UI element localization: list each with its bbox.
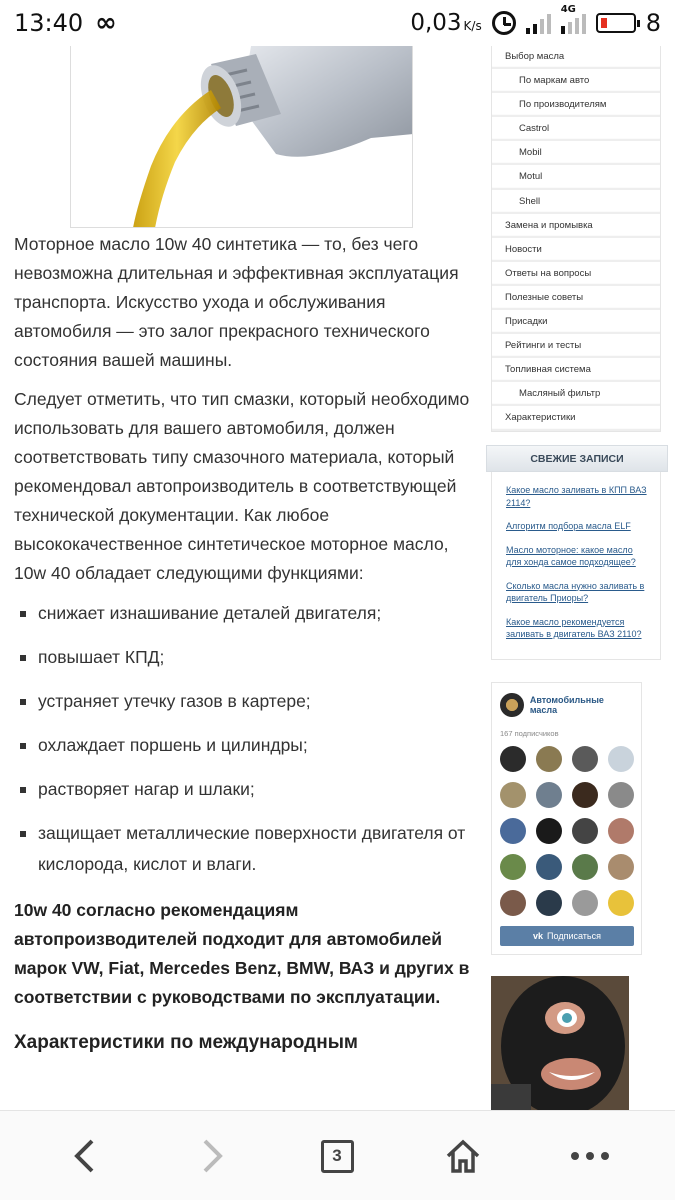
- list-item: защищает металлические поверхности двигателя от кислорода, кислот и влаги.: [14, 818, 476, 880]
- subscriber-avatar[interactable]: [536, 854, 562, 880]
- list-item: растворяет нагар и шлаки;: [14, 774, 476, 805]
- browser-nav-bar: [0, 1110, 675, 1200]
- menu-item-characteristics[interactable]: Характеристики: [492, 406, 660, 430]
- tab-count: 3: [321, 1140, 354, 1173]
- recent-post-link[interactable]: Алгоритм подбора масла ELF: [506, 521, 631, 531]
- signal-icon: [526, 12, 551, 34]
- recent-post-link[interactable]: Какое масло заливать в КПП ВАЗ 2114?: [506, 485, 647, 508]
- menu-item-by-car-brand[interactable]: По маркам авто: [492, 69, 660, 93]
- clock: 13:40: [14, 9, 84, 37]
- menu-item-ratings[interactable]: Рейтинги и тесты: [492, 334, 660, 358]
- tabs-button[interactable]: [312, 1131, 362, 1181]
- paragraph-compatibility: 10w 40 согласно рекомендациям автопроизводителей подходит для автомобилей марок VW, Fiat, Mercedes Benz, BMW, ВАЗ и других в соответствии с руководствами по эксплуатации.: [14, 900, 470, 1007]
- network-type: 4G: [560, 4, 576, 15]
- subscriber-avatar[interactable]: [572, 818, 598, 844]
- paragraph-intro: Моторное масло 10w 40 синтетика — то, без чего невозможна длительная и эффективная эксплуатация транспорта. Искусство ухода и обслуживания автомобиля — это залог прекрасного технического состояния вашей машины.: [14, 234, 459, 370]
- category-menu: [491, 46, 661, 432]
- home-icon: [444, 1138, 482, 1174]
- menu-item-by-manufacturer[interactable]: По производителям: [492, 93, 660, 117]
- network-speed: [410, 10, 481, 36]
- subscriber-avatar[interactable]: [500, 818, 526, 844]
- subscriber-avatar[interactable]: [572, 782, 598, 808]
- battery-level: 8: [645, 9, 661, 37]
- menu-item-oil-choice[interactable]: Выбор масла: [492, 46, 660, 69]
- subscriber-count: 167 подписчиков: [500, 729, 559, 738]
- menu-item-shell[interactable]: Shell: [492, 190, 660, 214]
- subscriber-avatar[interactable]: [608, 890, 634, 916]
- functions-list: [14, 598, 476, 880]
- paragraph-requirements: Следует отметить, что тип смазки, который необходимо использовать для вашего автомобиля, должен соответствовать типу смазочного материала, который рекомендовал автопроизводитель в соответствующей технической документации. Как любое высококачественное синтетическое моторное масло, 10w 40 обладает следующими функциями:: [14, 389, 470, 583]
- list-item: устраняет утечку газов в картере;: [14, 686, 476, 717]
- subscriber-avatar[interactable]: [608, 818, 634, 844]
- recent-posts: [491, 472, 661, 660]
- signal-4g-icon: [560, 4, 586, 34]
- vk-group-widget: [491, 682, 642, 955]
- menu-item-mobil[interactable]: Mobil: [492, 141, 660, 165]
- forward-button[interactable]: [187, 1131, 237, 1181]
- menu-item-oil-filter[interactable]: Масляный фильтр: [492, 382, 660, 406]
- subscriber-avatar[interactable]: [608, 782, 634, 808]
- network-speed-value: 0,03: [410, 10, 462, 36]
- recent-posts-title: СВЕЖИЕ ЗАПИСИ: [486, 445, 668, 472]
- more-menu-button[interactable]: [565, 1131, 615, 1181]
- menu-item-castrol[interactable]: Castrol: [492, 117, 660, 141]
- menu-item-fuel-system[interactable]: Топливная система: [492, 358, 660, 382]
- article-content: [0, 46, 480, 1110]
- group-avatar[interactable]: [500, 693, 524, 717]
- list-item: снижает изнашивание деталей двигателя;: [14, 598, 476, 629]
- subscriber-avatar[interactable]: [536, 782, 562, 808]
- menu-item-news[interactable]: Новости: [492, 238, 660, 262]
- sidebar: [486, 46, 675, 1110]
- subscriber-avatars: [500, 746, 633, 916]
- subscriber-avatar[interactable]: [536, 890, 562, 916]
- menu-item-faq[interactable]: Ответы на вопросы: [492, 262, 660, 286]
- more-dots-icon: [570, 1151, 610, 1161]
- subscriber-avatar[interactable]: [572, 746, 598, 772]
- subscriber-avatar[interactable]: [500, 746, 526, 772]
- article-text: [14, 230, 476, 1057]
- recent-post-link[interactable]: Какое масло рекомендуется заливать в двигатель ВАЗ 2110?: [506, 616, 642, 639]
- list-item: охлаждает поршень и цилиндры;: [14, 730, 476, 761]
- subscriber-avatar[interactable]: [500, 854, 526, 880]
- status-bar: [0, 0, 675, 46]
- masked-man-illustration: [491, 976, 629, 1110]
- oil-pour-image: [70, 46, 413, 228]
- subscriber-avatar[interactable]: [608, 854, 634, 880]
- infinity-icon: ∞: [95, 8, 117, 38]
- subscriber-avatar[interactable]: [536, 746, 562, 772]
- recent-post-link[interactable]: Масло моторное: какое масло для хонда самое подходящее?: [506, 544, 636, 567]
- menu-item-replacement[interactable]: Замена и промывка: [492, 214, 660, 238]
- subscriber-avatar[interactable]: [608, 746, 634, 772]
- ad-banner-image[interactable]: [491, 976, 629, 1110]
- subscriber-avatar[interactable]: [572, 890, 598, 916]
- network-speed-unit: K/s: [463, 19, 482, 33]
- chevron-right-icon: [197, 1138, 227, 1174]
- subscriber-avatar[interactable]: [572, 854, 598, 880]
- home-button[interactable]: [438, 1131, 488, 1181]
- vk-logo-icon: vk: [533, 931, 544, 941]
- subscribe-button[interactable]: [500, 926, 634, 946]
- oil-bottle-illustration: [71, 46, 413, 228]
- subscriber-avatar[interactable]: [500, 782, 526, 808]
- alarm-icon: [492, 11, 516, 35]
- subscribe-label: Подписаться: [547, 931, 601, 941]
- section-heading: Характеристики по международным: [14, 1032, 358, 1053]
- menu-item-tips[interactable]: Полезные советы: [492, 286, 660, 310]
- chevron-left-icon: [70, 1138, 100, 1174]
- subscriber-avatar[interactable]: [536, 818, 562, 844]
- recent-post-link[interactable]: Сколько масла нужно заливать в двигатель Приоры?: [506, 580, 645, 603]
- subscriber-avatar[interactable]: [500, 890, 526, 916]
- back-button[interactable]: [60, 1131, 110, 1181]
- list-item: повышает КПД;: [14, 642, 476, 673]
- battery-icon: [596, 13, 636, 33]
- menu-item-motul[interactable]: Motul: [492, 165, 660, 189]
- menu-item-additives[interactable]: Присадки: [492, 310, 660, 334]
- group-name[interactable]: Автомобильные масла: [529, 695, 604, 715]
